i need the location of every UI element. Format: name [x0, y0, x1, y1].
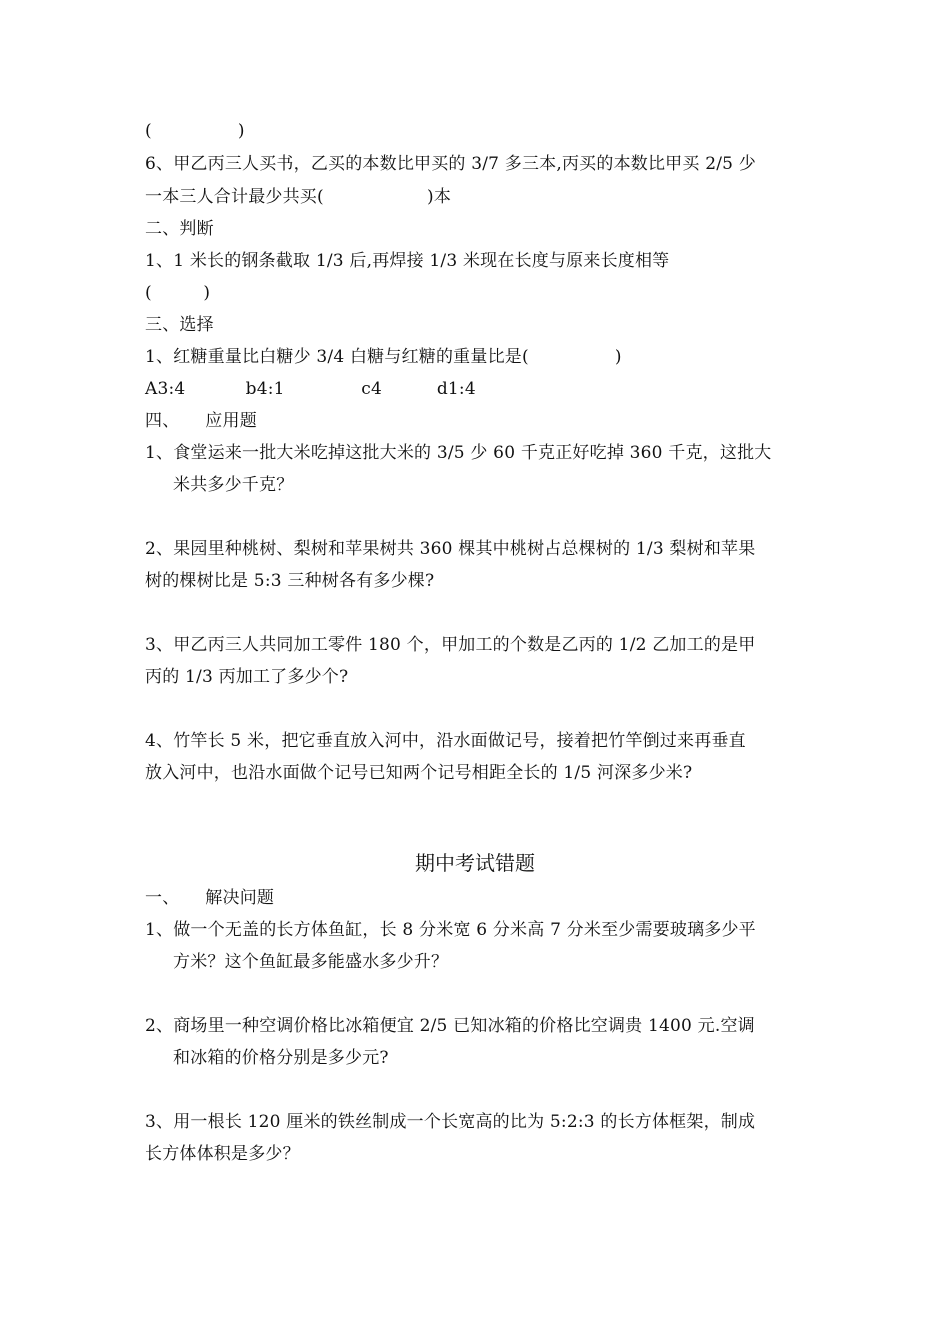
option-d: d1:4 — [436, 379, 476, 399]
midterm-1-line-1: 1、做一个无盖的长方体鱼缸，长 8 分米宽 6 分米高 7 分米至少需要玻璃多少平 — [145, 920, 756, 940]
application-2-line-2: 树的棵树比是 5:3 三种树各有多少棵? — [145, 571, 435, 591]
application-4-line-1: 4、竹竿长 5 米，把它垂直放入河中，沿水面做记号，接着把竹竿倒过来再垂直 — [145, 731, 746, 751]
choice-1-line-1: 1、红糖重量比白糖少 3/4 白糖与红糖的重量比是( ) — [145, 347, 622, 367]
option-c: c4 — [361, 379, 382, 399]
judgment-1-line-1: 1、1 米长的钢条截取 1/3 后,再焊接 1/3 米现在长度与原来长度相等 — [145, 251, 670, 271]
question-6-line-2: 一本三人合计最少共买( )本 — [145, 187, 452, 207]
answer-blank: ( ) — [145, 121, 245, 141]
option-a: A3:4 — [145, 379, 186, 399]
application-3-line-2: 丙的 1/3 丙加工了多少个? — [145, 667, 349, 687]
option-b: b4:1 — [245, 379, 285, 399]
section-heading-judgment: 二、判断 — [145, 219, 214, 239]
midterm-3-line-2: 长方体体积是多少？ — [145, 1144, 300, 1164]
application-1-line-1: 1、食堂运来一批大米吃掉这批大米的 3/5 少 60 千克正好吃掉 360 千克，这批大 — [145, 443, 772, 463]
choice-1-options — [145, 377, 810, 401]
application-1-line-2: 米共多少千克？ — [173, 475, 294, 495]
section-heading-application: 四、 应用题 — [145, 411, 257, 431]
application-2-line-1: 2、果园里种桃树、梨树和苹果树共 360 棵其中桃树占总棵树的 1/3 梨树和苹果 — [145, 539, 756, 559]
midterm-1-line-2: 方米？这个鱼缸最多能盛水多少升？ — [173, 952, 449, 972]
page-title: 期中考试错题 — [415, 851, 535, 875]
question-6-line-1: 6、甲乙丙三人买书，乙买的本数比甲买的 3/7 多三本,丙买的本数比甲买 2/5 少 — [145, 154, 756, 174]
midterm-3-line-1: 3、用一根长 120 厘米的铁丝制成一个长宽高的比为 5:2:3 的长方体框架，制成 — [145, 1112, 756, 1132]
section-heading-solve: 一、 解决问题 — [145, 888, 275, 908]
midterm-2-line-1: 2、商场里一种空调价格比冰箱便宜 2/5 已知冰箱的价格比空调贵 1400 元.空调 — [145, 1016, 755, 1036]
application-3-line-1: 3、甲乙丙三人共同加工零件 180 个，甲加工的个数是乙丙的 1/2 乙加工的是甲 — [145, 635, 756, 655]
application-4-line-2: 放入河中，也沿水面做个记号已知两个记号相距全长的 1/5 河深多少米? — [145, 763, 693, 783]
judgment-1-line-2: ( ) — [145, 283, 211, 303]
midterm-2-line-2: 和冰箱的价格分别是多少元? — [173, 1048, 389, 1068]
section-heading-choice: 三、选择 — [145, 315, 214, 335]
